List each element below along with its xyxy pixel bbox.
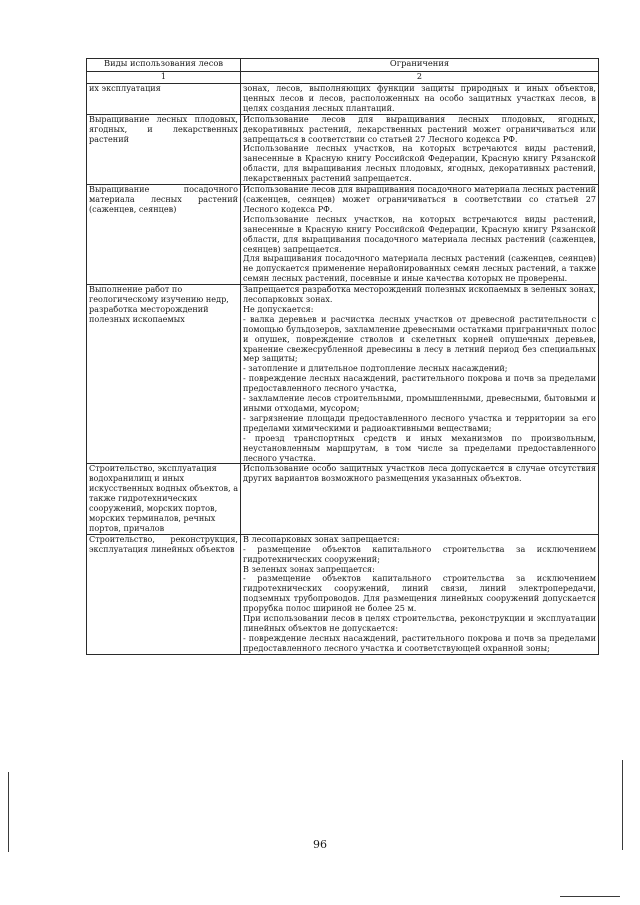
- table-row: [87, 185, 599, 285]
- header-forest-use-types: Виды использования лесов: [87, 59, 241, 72]
- header-restrictions: Ограничения: [241, 59, 599, 72]
- table-row: [87, 114, 599, 184]
- use-type-cell: их эксплуатация: [87, 84, 241, 115]
- restriction-paragraph: При использовании лесов в целях строительства, реконструкции и эксплуатации линейных объектов не допускается:: [243, 613, 596, 633]
- use-type-cell: Строительство, эксплуатация водохранилищ и иных искусственных водных объектов, а также гидротехнических сооружений, морских портов, морских терминалов, речных портов, причалов: [87, 464, 241, 534]
- restriction-paragraph: Использование лесных участков, на которых встречаются виды растений, занесенные в Красную книгу Российской Федерации, Красную книгу Рязанской области, для выращивания посадочного материала лесных растений (саженцев, сеянцев) запрещается.: [243, 213, 596, 254]
- restriction-paragraph: Для выращивания посадочного материала лесных растений (саженцев, сеянцев) не допускается применение нерайонированных семян лесных растений, а также семян лесных растений, посевные и иные качества которых не проверены.: [243, 253, 596, 284]
- column-number-1: 1: [87, 72, 241, 84]
- restriction-paragraph: - размещение объектов капитального строительства за исключением гидротехнических сооружений, линий связи, линий электропередачи, подземных трубопроводов. Для размещения линейных сооружений допускается прорубка полос шириной не более 25 м.: [243, 573, 596, 614]
- table-header-row: [87, 59, 599, 72]
- restriction-paragraph: Использование лесных участков, на которых встречаются виды растений, занесенные в Красную книгу Российской Федерации, Красную книгу Рязанской области, для выращивания лесных плодовых, ягодных, декоративных растений, лекарственных растений запрещается.: [243, 143, 596, 184]
- restrictions-cell: [241, 114, 599, 184]
- scan-artifact: [560, 896, 620, 897]
- restriction-paragraph: - валка деревьев и расчистка лесных участков от древесной растительности с помощью бульдозеров, захламление древесными остатками приграничных полос и опушек, повреждение стволов и скелетных корней опушечных деревьев, хранение свежесрубленной древесины в лесу в летний период без специальных мер защиты;: [243, 313, 596, 364]
- restriction-paragraph: Не допускается:: [243, 303, 314, 314]
- forest-use-restrictions-table: [86, 58, 599, 655]
- scan-artifact: [622, 760, 623, 850]
- restriction-paragraph: - затопление и длительное подтопление лесных насаждений;: [243, 363, 508, 374]
- restrictions-cell: [241, 84, 599, 115]
- page-number: 96: [313, 838, 327, 851]
- scan-artifact: [8, 772, 9, 852]
- use-type-cell: Строительство, реконструкция, эксплуатация линейных объектов: [87, 534, 241, 654]
- use-type-cell: Выращивание посадочного материала лесных растений (саженцев, сеянцев): [87, 185, 241, 285]
- table-row: [87, 464, 599, 534]
- use-type-cell: Выращивание лесных плодовых, ягодных, и лекарственных растений: [87, 114, 241, 184]
- restriction-paragraph: Использование лесов для выращивания лесных плодовых, ягодных, декоративных растений, лекарственных растений может ограничиваться или запрещаться в соответствии со статьей 27 Лесного кодекса РФ.: [243, 113, 596, 144]
- restrictions-cell: [241, 534, 599, 654]
- restriction-paragraph: В лесопарковых зонах запрещается:: [243, 533, 400, 544]
- restrictions-cell: [241, 464, 599, 534]
- table-row: [87, 84, 599, 115]
- use-type-cell: Выполнение работ по геологическому изучению недр, разработка месторождений полезных ископаемых: [87, 285, 241, 464]
- restriction-paragraph: - захламление лесов строительными, промышленными, древесными, бытовыми и иными отходами, мусором;: [243, 393, 596, 413]
- restriction-paragraph: - проезд транспортных средств и иных механизмов по произвольным, неустановленным маршрутам, в том числе за пределами предоставленного лесного участка.: [243, 432, 596, 463]
- restriction-paragraph: Запрещается разработка месторождений полезных ископаемых в зеленых зонах, лесопарковых зонах.: [243, 284, 596, 305]
- restriction-paragraph: Использование лесов для выращивания посадочного материала лесных растений (саженцев, сеянцев) может ограничиваться в соответствии со статьей 27 Лесного кодекса РФ.: [243, 184, 596, 214]
- restriction-paragraph: зонах, лесов, выполняющих функции защиты природных и иных объектов, ценных лесов и лесов, расположенных на особо защитных участках лесов, в целях создания лесных плантаций.: [243, 83, 596, 113]
- table-row: [87, 285, 599, 464]
- table-row: [87, 534, 599, 654]
- column-number-row: [87, 72, 599, 84]
- restriction-paragraph: В зеленых зонах запрещается:: [243, 563, 375, 574]
- restriction-paragraph: - загрязнение площади предоставленного лесного участка и территории за его пределами химическими и радиоактивными веществами;: [243, 412, 596, 433]
- restriction-paragraph: Использование особо защитных участков леса допускается в случае отсутствия других вариантов возможного размещения указанных объектов.: [243, 463, 596, 484]
- column-number-2: 2: [241, 72, 599, 84]
- restriction-paragraph: - повреждение лесных насаждений, растительного покрова и почв за пределами предоставленного лесного участка,: [243, 373, 596, 394]
- restriction-paragraph: - повреждение лесных насаждений, растительного покрова и почв за пределами предоставленного лесного участка и соответствующей охранной зоны;: [243, 632, 596, 653]
- restriction-paragraph: - размещение объектов капитального строительства за исключением гидротехнических сооружений;: [243, 543, 596, 564]
- restrictions-cell: [241, 285, 599, 464]
- restrictions-cell: [241, 185, 599, 285]
